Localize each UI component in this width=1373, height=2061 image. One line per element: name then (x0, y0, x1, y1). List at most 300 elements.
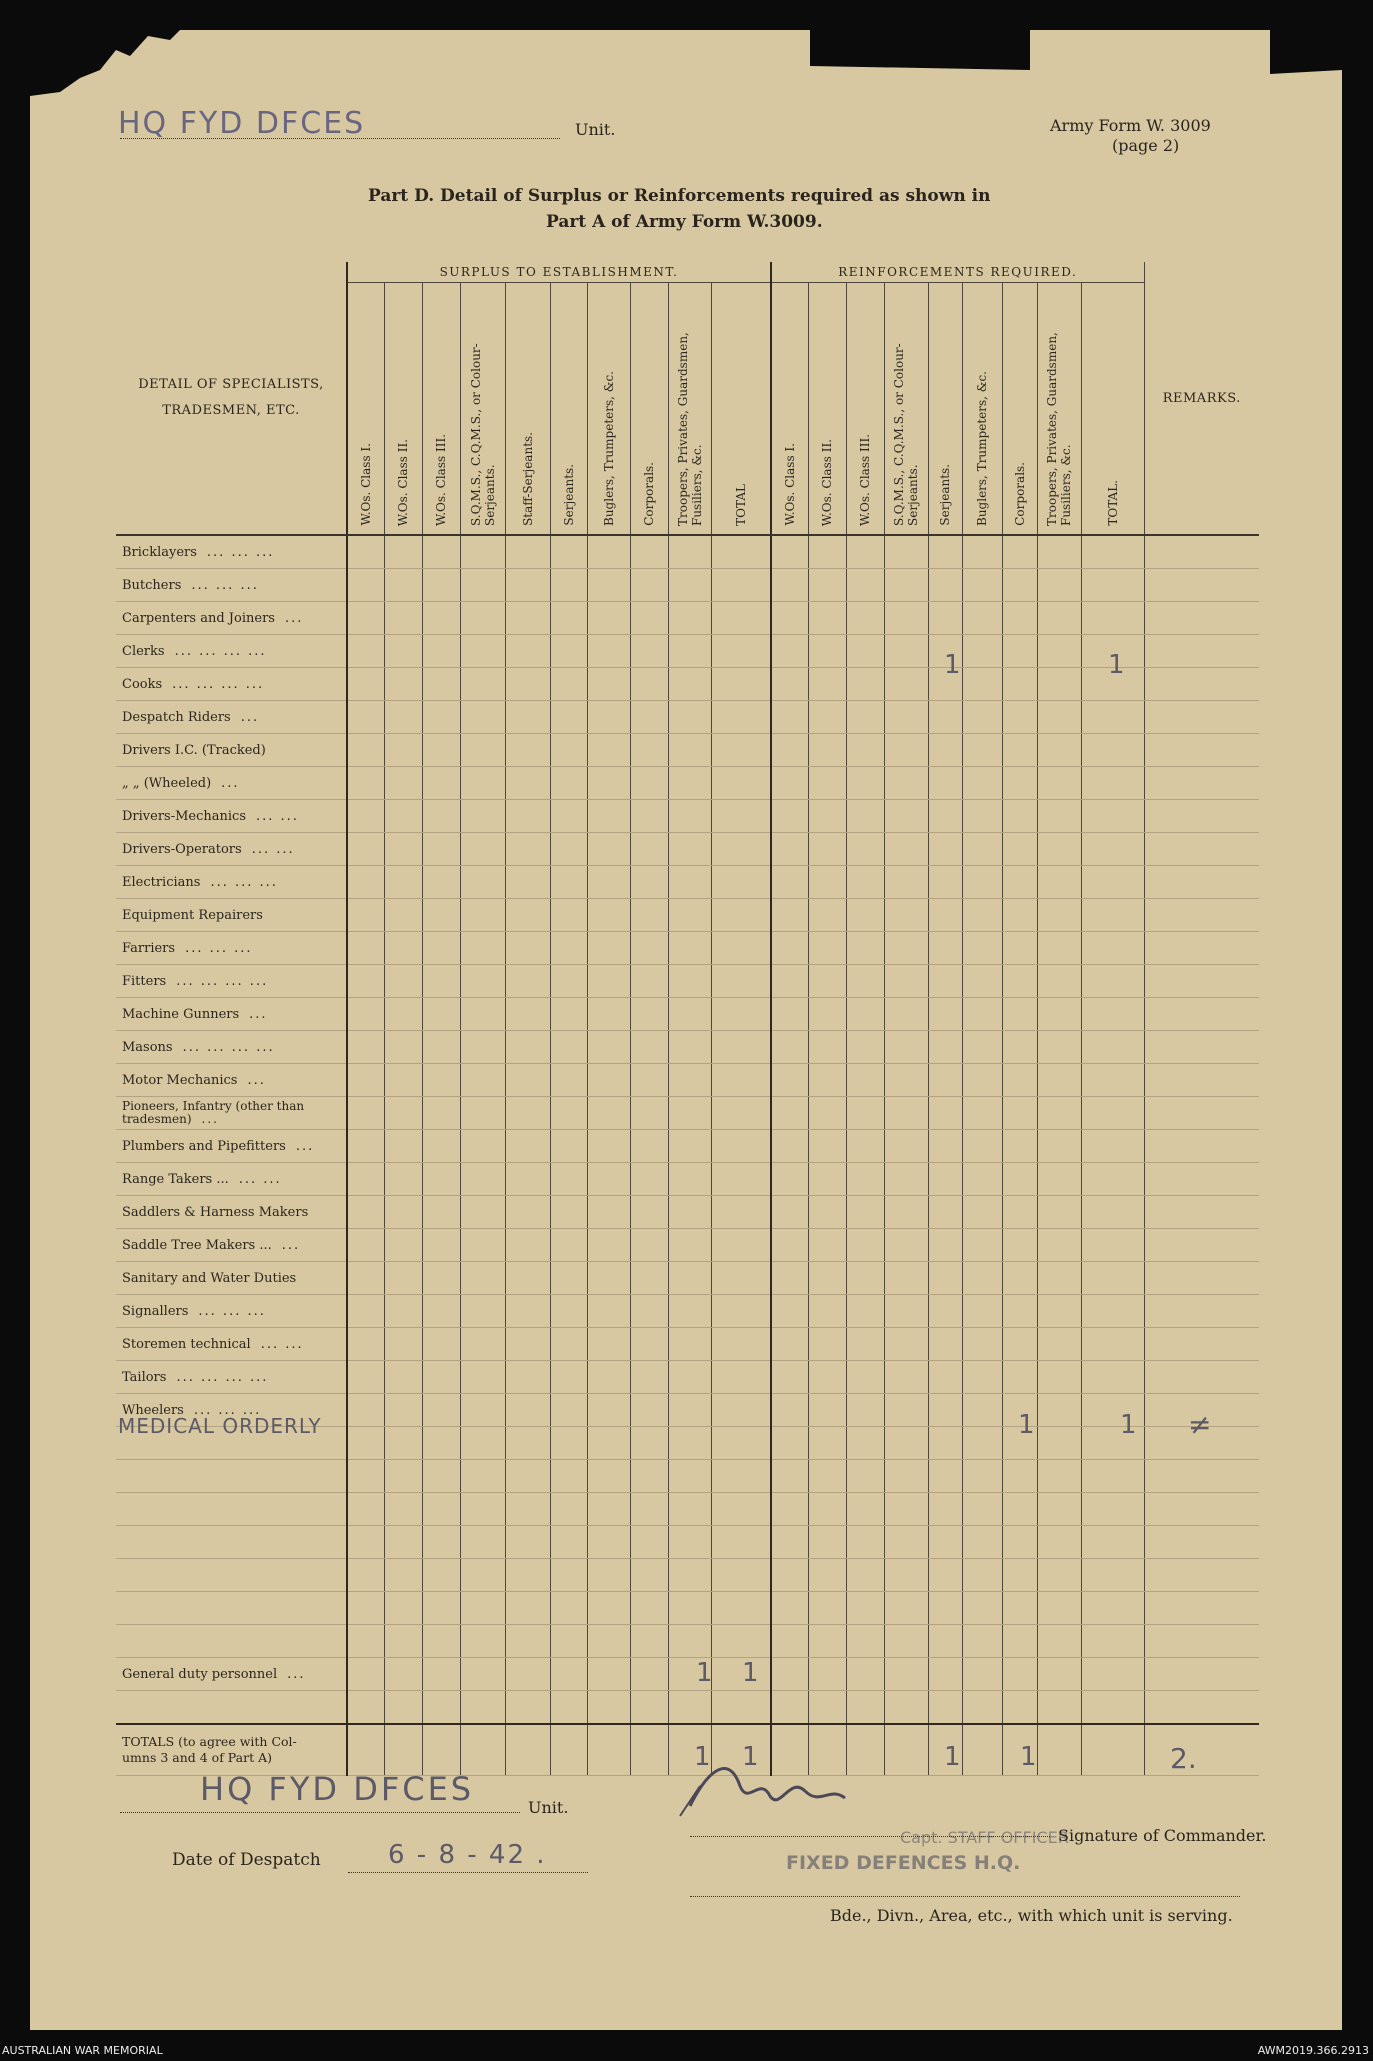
table-cell[interactable] (846, 1064, 884, 1097)
table-cell[interactable] (550, 767, 587, 800)
table-cell[interactable] (846, 1691, 884, 1725)
table-cell[interactable] (550, 1658, 587, 1691)
table-cell[interactable] (928, 1691, 962, 1725)
table-cell[interactable] (884, 1328, 928, 1361)
table-cell[interactable] (1002, 965, 1037, 998)
table-cell[interactable] (1002, 602, 1037, 635)
table-cell[interactable] (771, 1493, 808, 1526)
table-cell[interactable] (550, 932, 587, 965)
table-cell[interactable] (962, 1460, 1002, 1493)
table-cell[interactable] (347, 1460, 384, 1493)
table-cell[interactable] (587, 535, 630, 569)
table-cell[interactable] (846, 965, 884, 998)
table-cell[interactable] (422, 535, 460, 569)
table-cell[interactable] (808, 1361, 846, 1394)
table-cell[interactable] (460, 1460, 505, 1493)
table-cell[interactable] (1081, 569, 1144, 602)
table-cell[interactable] (1037, 1526, 1081, 1559)
table-cell[interactable] (550, 734, 587, 767)
table-cell[interactable] (550, 1196, 587, 1229)
table-cell[interactable] (1081, 701, 1144, 734)
table-cell[interactable] (422, 1460, 460, 1493)
table-cell[interactable] (962, 1559, 1002, 1592)
table-cell[interactable] (422, 1691, 460, 1725)
table-cell[interactable] (711, 569, 771, 602)
table-cell[interactable] (668, 1295, 711, 1328)
table-cell[interactable] (505, 1691, 550, 1725)
table-cell[interactable] (771, 1625, 808, 1658)
table-cell[interactable] (928, 1064, 962, 1097)
table-cell[interactable] (422, 668, 460, 701)
table-cell[interactable] (711, 1691, 771, 1725)
table-cell[interactable] (422, 1394, 460, 1427)
table-cell[interactable] (422, 1559, 460, 1592)
table-cell[interactable] (884, 1493, 928, 1526)
table-cell[interactable] (808, 1460, 846, 1493)
table-cell[interactable] (711, 1064, 771, 1097)
table-cell[interactable] (884, 1658, 928, 1691)
table-cell[interactable] (347, 1295, 384, 1328)
table-cell[interactable] (668, 998, 711, 1031)
table-cell[interactable] (1037, 701, 1081, 734)
table-cell[interactable] (384, 767, 422, 800)
table-cell[interactable] (347, 1064, 384, 1097)
table-cell[interactable] (550, 1592, 587, 1625)
table-cell[interactable] (587, 1493, 630, 1526)
table-cell[interactable] (587, 635, 630, 668)
table-cell[interactable] (884, 932, 928, 965)
table-cell[interactable] (884, 734, 928, 767)
table-cell[interactable] (846, 734, 884, 767)
table-cell[interactable] (460, 1295, 505, 1328)
table-cell[interactable] (808, 1031, 846, 1064)
table-cell[interactable] (587, 602, 630, 635)
table-cell[interactable] (711, 866, 771, 899)
table-cell[interactable] (587, 1625, 630, 1658)
table-cell[interactable] (771, 1130, 808, 1163)
table-cell[interactable] (384, 1427, 422, 1460)
table-cell[interactable] (846, 998, 884, 1031)
table-cell[interactable] (587, 1097, 630, 1130)
table-cell[interactable] (771, 800, 808, 833)
table-cell[interactable] (505, 1427, 550, 1460)
table-cell[interactable] (1002, 1163, 1037, 1196)
table-cell[interactable] (711, 535, 771, 569)
table-cell[interactable] (422, 800, 460, 833)
table-cell[interactable] (771, 767, 808, 800)
table-cell[interactable] (1002, 866, 1037, 899)
table-cell[interactable] (668, 635, 711, 668)
table-cell[interactable] (587, 569, 630, 602)
table-cell[interactable] (1037, 932, 1081, 965)
table-cell[interactable] (422, 1658, 460, 1691)
table-cell[interactable] (1002, 800, 1037, 833)
table-cell[interactable] (505, 569, 550, 602)
table-cell[interactable] (808, 1229, 846, 1262)
table-cell[interactable] (808, 635, 846, 668)
table-cell[interactable] (846, 1130, 884, 1163)
table-cell[interactable] (587, 932, 630, 965)
table-cell[interactable] (711, 668, 771, 701)
table-cell[interactable] (384, 569, 422, 602)
table-cell[interactable] (460, 1328, 505, 1361)
table-cell[interactable] (928, 1460, 962, 1493)
table-cell[interactable] (587, 1031, 630, 1064)
table-cell[interactable] (422, 1031, 460, 1064)
table-cell[interactable] (347, 635, 384, 668)
table-cell[interactable] (630, 1064, 668, 1097)
table-cell[interactable] (1002, 1097, 1037, 1130)
table-cell[interactable] (808, 1526, 846, 1559)
table-cell[interactable] (630, 800, 668, 833)
table-cell[interactable] (846, 668, 884, 701)
table-cell[interactable] (1081, 965, 1144, 998)
table-cell[interactable] (505, 1229, 550, 1262)
table-cell[interactable] (550, 1295, 587, 1328)
table-cell[interactable] (1081, 1295, 1144, 1328)
table-cell[interactable] (962, 1625, 1002, 1658)
remarks-cell[interactable] (1144, 1064, 1259, 1097)
table-cell[interactable] (1002, 998, 1037, 1031)
table-cell[interactable] (668, 1097, 711, 1130)
table-cell[interactable] (460, 800, 505, 833)
table-cell[interactable] (505, 1262, 550, 1295)
table-cell[interactable] (630, 899, 668, 932)
table-cell[interactable] (884, 602, 928, 635)
table-cell[interactable] (384, 602, 422, 635)
table-cell[interactable] (1002, 668, 1037, 701)
table-cell[interactable] (384, 1262, 422, 1295)
table-cell[interactable] (771, 1262, 808, 1295)
table-cell[interactable] (962, 535, 1002, 569)
table-cell[interactable] (962, 1163, 1002, 1196)
table-cell[interactable] (587, 734, 630, 767)
table-cell[interactable] (630, 767, 668, 800)
table-cell[interactable] (587, 866, 630, 899)
remarks-cell[interactable] (1144, 1658, 1259, 1691)
table-cell[interactable] (384, 701, 422, 734)
table-cell[interactable] (347, 1691, 384, 1725)
table-cell[interactable] (550, 1097, 587, 1130)
table-cell[interactable] (962, 800, 1002, 833)
table-cell[interactable] (668, 1691, 711, 1725)
table-cell[interactable] (808, 734, 846, 767)
table-cell[interactable] (884, 1592, 928, 1625)
table-cell[interactable] (808, 833, 846, 866)
table-cell[interactable] (1081, 932, 1144, 965)
remarks-cell[interactable] (1144, 602, 1259, 635)
table-cell[interactable] (928, 767, 962, 800)
table-cell[interactable] (460, 1196, 505, 1229)
table-cell[interactable] (962, 602, 1002, 635)
table-cell[interactable] (460, 1262, 505, 1295)
table-cell[interactable] (550, 635, 587, 668)
table-cell[interactable] (347, 1262, 384, 1295)
table-cell[interactable] (808, 1163, 846, 1196)
table-cell[interactable] (347, 800, 384, 833)
table-cell[interactable] (550, 1559, 587, 1592)
table-cell[interactable] (928, 800, 962, 833)
table-cell[interactable] (1037, 998, 1081, 1031)
table-cell[interactable] (962, 1592, 1002, 1625)
table-cell[interactable] (668, 1592, 711, 1625)
table-cell[interactable] (347, 602, 384, 635)
table-cell[interactable] (505, 932, 550, 965)
table-cell[interactable] (962, 998, 1002, 1031)
table-cell[interactable] (505, 1658, 550, 1691)
table-cell[interactable] (1002, 734, 1037, 767)
table-cell[interactable] (505, 535, 550, 569)
table-cell[interactable] (1037, 1394, 1081, 1427)
table-cell[interactable] (384, 635, 422, 668)
table-cell[interactable] (1002, 899, 1037, 932)
table-cell[interactable] (1037, 1460, 1081, 1493)
table-cell[interactable] (711, 701, 771, 734)
table-cell[interactable] (884, 833, 928, 866)
table-cell[interactable] (1002, 1592, 1037, 1625)
table-cell[interactable] (1037, 668, 1081, 701)
table-cell[interactable] (1002, 1130, 1037, 1163)
table-cell[interactable] (630, 998, 668, 1031)
table-cell[interactable] (460, 1427, 505, 1460)
table-cell[interactable] (1037, 1229, 1081, 1262)
table-cell[interactable] (928, 1229, 962, 1262)
table-cell[interactable] (962, 701, 1002, 734)
table-cell[interactable] (808, 1130, 846, 1163)
table-cell[interactable] (711, 1097, 771, 1130)
table-cell[interactable] (422, 932, 460, 965)
table-cell[interactable] (884, 965, 928, 998)
table-cell[interactable] (422, 965, 460, 998)
table-cell[interactable] (550, 899, 587, 932)
table-cell[interactable] (505, 1559, 550, 1592)
table-cell[interactable] (928, 1031, 962, 1064)
table-cell[interactable] (1081, 1229, 1144, 1262)
table-cell[interactable] (347, 569, 384, 602)
remarks-cell[interactable] (1144, 535, 1259, 569)
table-cell[interactable] (347, 866, 384, 899)
table-cell[interactable] (962, 1361, 1002, 1394)
table-cell[interactable] (460, 998, 505, 1031)
table-cell[interactable] (1037, 767, 1081, 800)
table-cell[interactable] (505, 1460, 550, 1493)
table-cell[interactable] (460, 1724, 505, 1776)
table-cell[interactable] (668, 701, 711, 734)
table-cell[interactable] (505, 1163, 550, 1196)
table-cell[interactable] (928, 1592, 962, 1625)
table-cell[interactable] (347, 1394, 384, 1427)
table-cell[interactable] (550, 866, 587, 899)
table-cell[interactable] (550, 800, 587, 833)
table-cell[interactable] (808, 1427, 846, 1460)
table-cell[interactable] (505, 1031, 550, 1064)
table-cell[interactable] (347, 1361, 384, 1394)
table-cell[interactable] (384, 1361, 422, 1394)
table-cell[interactable] (962, 1196, 1002, 1229)
table-cell[interactable] (587, 1295, 630, 1328)
table-cell[interactable] (771, 833, 808, 866)
remarks-cell[interactable] (1144, 800, 1259, 833)
table-cell[interactable] (808, 668, 846, 701)
table-cell[interactable] (422, 767, 460, 800)
table-cell[interactable] (668, 569, 711, 602)
table-cell[interactable] (962, 1394, 1002, 1427)
table-cell[interactable] (1081, 535, 1144, 569)
table-cell[interactable] (668, 1262, 711, 1295)
table-cell[interactable] (846, 1625, 884, 1658)
table-cell[interactable] (1081, 833, 1144, 866)
table-cell[interactable] (587, 1559, 630, 1592)
table-cell[interactable] (808, 1493, 846, 1526)
table-cell[interactable] (550, 1394, 587, 1427)
table-cell[interactable] (1002, 701, 1037, 734)
table-cell[interactable] (808, 1625, 846, 1658)
table-cell[interactable] (384, 1658, 422, 1691)
table-cell[interactable] (550, 1031, 587, 1064)
remarks-cell[interactable] (1144, 866, 1259, 899)
table-cell[interactable] (711, 1328, 771, 1361)
table-cell[interactable] (587, 1064, 630, 1097)
table-cell[interactable] (347, 1526, 384, 1559)
table-cell[interactable] (505, 1097, 550, 1130)
table-cell[interactable] (846, 1526, 884, 1559)
table-cell[interactable] (550, 998, 587, 1031)
table-cell[interactable] (711, 833, 771, 866)
table-cell[interactable] (668, 1625, 711, 1658)
table-cell[interactable] (630, 1526, 668, 1559)
table-cell[interactable] (846, 1427, 884, 1460)
table-cell[interactable] (1081, 1658, 1144, 1691)
table-cell[interactable] (928, 1262, 962, 1295)
table-cell[interactable] (668, 1130, 711, 1163)
table-cell[interactable] (668, 1394, 711, 1427)
table-cell[interactable] (1037, 635, 1081, 668)
table-cell[interactable] (630, 1031, 668, 1064)
table-cell[interactable] (1081, 899, 1144, 932)
table-cell[interactable] (928, 1625, 962, 1658)
table-cell[interactable] (587, 1427, 630, 1460)
table-cell[interactable] (1037, 1262, 1081, 1295)
table-cell[interactable] (962, 1130, 1002, 1163)
table-cell[interactable] (630, 1130, 668, 1163)
table-cell[interactable] (550, 1625, 587, 1658)
table-cell[interactable] (347, 734, 384, 767)
table-cell[interactable] (846, 1163, 884, 1196)
table-cell[interactable] (846, 932, 884, 965)
table-cell[interactable] (962, 569, 1002, 602)
table-cell[interactable] (347, 833, 384, 866)
table-cell[interactable] (808, 866, 846, 899)
table-cell[interactable] (347, 1196, 384, 1229)
table-cell[interactable] (771, 1328, 808, 1361)
table-cell[interactable] (550, 535, 587, 569)
table-cell[interactable] (771, 635, 808, 668)
table-cell[interactable] (587, 800, 630, 833)
table-cell[interactable] (1081, 1592, 1144, 1625)
table-cell[interactable] (1037, 1658, 1081, 1691)
table-cell[interactable] (1081, 1361, 1144, 1394)
table-cell[interactable] (711, 899, 771, 932)
table-cell[interactable] (460, 1361, 505, 1394)
table-cell[interactable] (505, 866, 550, 899)
table-cell[interactable] (771, 1592, 808, 1625)
table-cell[interactable] (630, 1427, 668, 1460)
table-cell[interactable] (550, 1724, 587, 1776)
table-cell[interactable] (771, 602, 808, 635)
table-cell[interactable] (347, 1724, 384, 1776)
table-cell[interactable] (1002, 1328, 1037, 1361)
table-cell[interactable] (1002, 1559, 1037, 1592)
table-cell[interactable] (962, 1295, 1002, 1328)
table-cell[interactable] (928, 1526, 962, 1559)
table-cell[interactable] (630, 1196, 668, 1229)
remarks-cell[interactable] (1144, 1361, 1259, 1394)
table-cell[interactable] (1037, 1163, 1081, 1196)
table-cell[interactable] (668, 1361, 711, 1394)
table-cell[interactable] (1002, 635, 1037, 668)
table-cell[interactable] (884, 1130, 928, 1163)
table-cell[interactable] (846, 1262, 884, 1295)
table-cell[interactable] (808, 965, 846, 998)
table-cell[interactable] (884, 1031, 928, 1064)
table-cell[interactable] (771, 1361, 808, 1394)
table-cell[interactable] (460, 602, 505, 635)
table-cell[interactable] (630, 1097, 668, 1130)
table-cell[interactable] (928, 998, 962, 1031)
table-cell[interactable] (928, 1328, 962, 1361)
table-cell[interactable] (422, 1262, 460, 1295)
table-cell[interactable] (711, 1196, 771, 1229)
table-cell[interactable] (846, 1394, 884, 1427)
table-cell[interactable] (1081, 1526, 1144, 1559)
table-cell[interactable] (884, 535, 928, 569)
table-cell[interactable] (550, 1691, 587, 1725)
table-cell[interactable] (1002, 1526, 1037, 1559)
table-cell[interactable] (846, 1361, 884, 1394)
table-cell[interactable] (460, 866, 505, 899)
table-cell[interactable] (422, 701, 460, 734)
table-cell[interactable] (1037, 535, 1081, 569)
table-cell[interactable] (1002, 932, 1037, 965)
table-cell[interactable] (587, 1163, 630, 1196)
table-cell[interactable] (711, 965, 771, 998)
table-cell[interactable] (668, 1559, 711, 1592)
table-cell[interactable] (884, 1262, 928, 1295)
table-cell[interactable] (550, 1493, 587, 1526)
table-cell[interactable] (668, 1064, 711, 1097)
table-cell[interactable] (347, 701, 384, 734)
table-cell[interactable] (928, 1493, 962, 1526)
table-cell[interactable] (587, 998, 630, 1031)
table-cell[interactable] (1081, 1196, 1144, 1229)
table-cell[interactable] (384, 1064, 422, 1097)
table-cell[interactable] (1037, 965, 1081, 998)
table-cell[interactable] (587, 1328, 630, 1361)
table-cell[interactable] (460, 1658, 505, 1691)
table-cell[interactable] (422, 1097, 460, 1130)
table-cell[interactable] (630, 1460, 668, 1493)
table-cell[interactable] (460, 569, 505, 602)
table-cell[interactable] (846, 1196, 884, 1229)
table-cell[interactable] (1037, 1031, 1081, 1064)
table-cell[interactable] (384, 1295, 422, 1328)
table-cell[interactable] (771, 535, 808, 569)
table-cell[interactable] (505, 767, 550, 800)
remarks-cell[interactable] (1144, 1229, 1259, 1262)
table-cell[interactable] (1002, 1031, 1037, 1064)
table-cell[interactable] (630, 535, 668, 569)
table-cell[interactable] (846, 1031, 884, 1064)
